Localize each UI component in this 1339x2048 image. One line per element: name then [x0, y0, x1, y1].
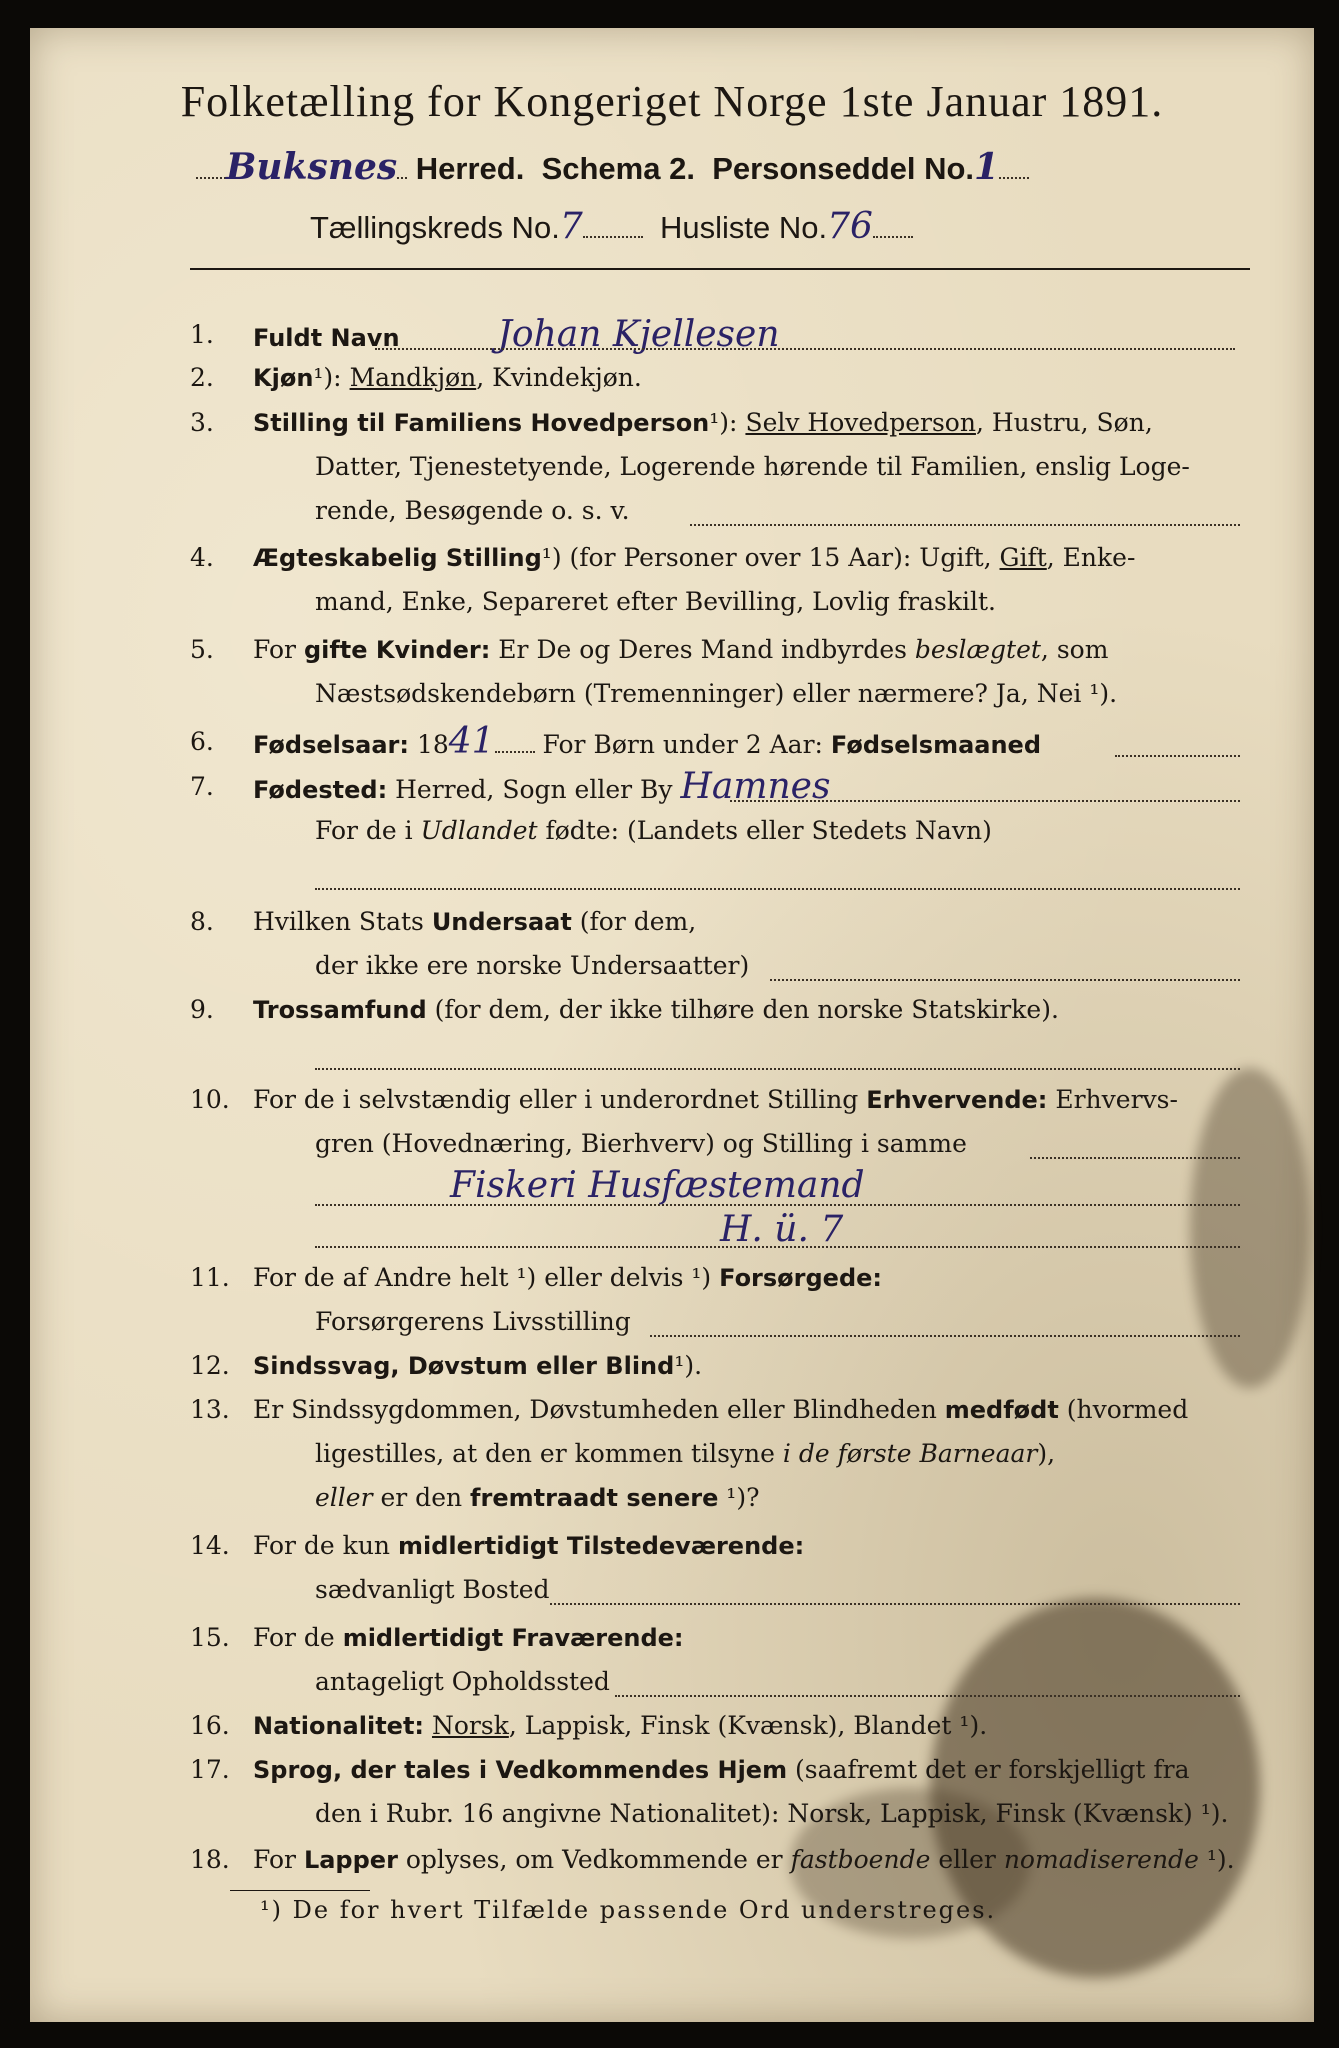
text: Er De og Deres Mand indbyrdes: [490, 635, 915, 664]
text: , som: [1040, 635, 1109, 664]
kreds-label: Tællingskreds No.: [310, 210, 560, 245]
personseddel-handwritten: 1: [974, 146, 1000, 188]
herred-handwritten: Buksnes: [226, 146, 398, 188]
item-number: 18.: [190, 1845, 230, 1874]
item-number: 3.: [190, 408, 214, 437]
census-form-sheet: [30, 28, 1314, 2022]
text: For de i selvstændig eller i underordnet Stilling: [253, 1085, 867, 1114]
kreds-line: [310, 206, 913, 247]
text-italic: nomadiserende: [1003, 1845, 1199, 1874]
option-married-underlined: Gift: [999, 543, 1047, 572]
text-italic: fastboende: [790, 1845, 931, 1874]
footnote-rule: [230, 1890, 370, 1891]
label-later-onset: fremtraadt senere: [470, 1484, 719, 1512]
options-text: , Hustru, Søn,: [975, 408, 1153, 437]
dotted-fill: [550, 1603, 1240, 1605]
label-disability: Sindssvag, Døvstum eller Blind: [253, 1352, 675, 1380]
label-sami: Lapper: [303, 1846, 398, 1874]
item-number: 7.: [190, 772, 214, 801]
item-number: 9.: [190, 995, 214, 1024]
handwritten-note: H. ü. 7: [720, 1209, 844, 1250]
text: gren (Hovednæring, Bierhverv) og Stilling i samme: [315, 1129, 967, 1158]
text: Næstsødskendebørn (Tremenninger) eller nærmere? Ja, Nei ¹).: [315, 679, 1118, 708]
label-marital-status: Ægteskabelig Stilling: [253, 544, 542, 572]
text: For de: [253, 1623, 343, 1652]
dotted-fill: [650, 1335, 1240, 1337]
footnote-mark: ¹):: [313, 363, 342, 392]
label-married-women: gifte Kvinder:: [303, 636, 491, 664]
label-sex: Kjøn: [253, 364, 314, 392]
text: (for dem, der ikke tilhøre den norske Statskirke).: [426, 995, 1059, 1024]
text: ¹).: [1198, 1845, 1235, 1874]
handwritten-birthplace: Hamnes: [680, 766, 831, 807]
item-number: 2.: [190, 363, 214, 392]
footnote-mark: ¹):: [709, 408, 746, 437]
dotted-fill: [315, 1068, 1240, 1070]
options-text: mand, Enke, Separeret efter Bevilling, Lovlig fraskilt.: [315, 587, 996, 616]
text-italic: beslægtet: [914, 635, 1041, 664]
label-nationality: Nationalitet:: [253, 1712, 425, 1740]
text: Forsørgerens Livsstilling: [315, 1307, 631, 1336]
text: For de kun: [253, 1531, 398, 1560]
item-number: 17.: [190, 1755, 230, 1784]
options-text: ¹) (for Personer over 15 Aar): Ugift,: [541, 543, 1000, 572]
dotted-fill: [375, 348, 1235, 350]
options-text: , Enke-: [1046, 543, 1136, 572]
text: Erhvervs-: [1047, 1085, 1178, 1114]
dotted-fill: [315, 1204, 1240, 1206]
dotted-fill: [315, 888, 1240, 890]
label-full-name: Fuldt Navn: [253, 324, 400, 352]
label-birthplace: Fødested:: [253, 776, 388, 804]
text: (saafremt det er forskjelligt fra: [787, 1755, 1190, 1784]
text: er den: [372, 1483, 471, 1512]
option-norwegian-underlined: Norsk: [431, 1711, 509, 1740]
text: 18: [409, 730, 449, 759]
label-citizenship: Undersaat: [431, 908, 572, 936]
label-language: Sprog, der tales i Vedkommendes Hjem: [253, 1756, 788, 1784]
text: oplyses, om Vedkommende er: [397, 1845, 791, 1874]
text-italic: i de første Barneaar: [782, 1439, 1038, 1468]
item-number: 1.: [190, 320, 214, 349]
item-number: 16.: [190, 1711, 230, 1740]
item-number: 10.: [190, 1085, 230, 1114]
text: antageligt Opholdssted: [315, 1667, 610, 1696]
herred-label: Herred.: [415, 151, 525, 186]
kreds-handwritten: 7: [559, 206, 583, 247]
dotted-fill: [730, 800, 1240, 802]
personseddel-label: Personseddel No.: [712, 151, 975, 186]
option-head-underlined: Selv Hovedperson: [745, 408, 976, 437]
item-number: 11.: [190, 1263, 230, 1292]
text: Er Sindssygdommen, Døvstumheden eller Blindheden: [253, 1395, 945, 1424]
text: der ikke ere norske Undersaatter): [315, 951, 750, 980]
form-title: Folketælling for Kongeriget Norge 1ste Januar 1891.: [180, 77, 1164, 126]
husliste-handwritten: 76: [827, 206, 873, 247]
text: For de af Andre helt ¹) eller delvis ¹): [253, 1263, 720, 1292]
label-supported: Forsørgede:: [719, 1264, 883, 1292]
husliste-label: Husliste No.: [659, 210, 828, 245]
text: Hvilken Stats: [253, 907, 432, 936]
item-number: 6.: [190, 727, 214, 756]
dotted-fill: [770, 979, 1240, 981]
handwritten-name: Johan Kjellesen: [497, 314, 780, 355]
handwritten-occupation: Fiskeri Husfæstemand: [450, 1165, 865, 1206]
text: [424, 1711, 432, 1740]
item-number: 4.: [190, 543, 214, 572]
schema-label: Schema 2.: [541, 151, 695, 186]
item-number: 14.: [190, 1531, 230, 1560]
text: For: [253, 635, 304, 664]
text: Herred, Sogn eller By: [387, 775, 681, 804]
label-family-position: Stilling til Familiens Hovedperson: [253, 409, 710, 437]
text: For de i: [315, 816, 421, 845]
text-italic: eller: [315, 1483, 373, 1512]
option-female: , Kvindekjøn.: [476, 363, 642, 392]
label-birth-year: Fødselsaar:: [253, 731, 409, 759]
item-number: 15.: [190, 1623, 230, 1652]
dotted-fill: [615, 1695, 1240, 1697]
dotted-fill: [1030, 1157, 1240, 1159]
item-number: 13.: [190, 1395, 230, 1424]
footnote: ¹) De for hvert Tilfælde passende Ord understreges.: [260, 1896, 997, 1924]
options-text: rende, Besøgende o. s. v.: [315, 496, 630, 525]
herred-line: [196, 146, 1029, 188]
label-religion: Trossamfund: [253, 996, 427, 1024]
text: For: [253, 1845, 304, 1874]
text: den i Rubr. 16 angivne Nationalitet): Norsk, Lappisk, Finsk (Kvænsk) ¹).: [315, 1799, 1229, 1828]
dotted-fill: [690, 524, 1240, 526]
options-text: Datter, Tjenestetyende, Logerende hørende til Familien, enslig Loge-: [315, 452, 1190, 481]
text: For Børn under 2 Aar:: [534, 730, 831, 759]
text: ¹)?: [718, 1483, 760, 1512]
label-temporary-present: midlertidigt Tilstedeværende:: [397, 1532, 805, 1560]
text: sædvanligt Bosted: [315, 1575, 550, 1604]
item-number: 8.: [190, 907, 214, 936]
dotted-fill: [315, 1246, 1240, 1248]
text: ),: [1037, 1439, 1056, 1468]
item-number: 12.: [190, 1351, 230, 1380]
dotted-fill: [1115, 755, 1240, 757]
label-birth-month: Fødselsmaaned: [830, 731, 1042, 759]
header-rule: [190, 268, 1250, 270]
label-congenital: medfødt: [944, 1396, 1059, 1424]
text-italic: Udlandet: [420, 816, 538, 845]
text: ligestilles, at den er kommen tilsyne: [315, 1439, 783, 1468]
option-male-underlined: Mandkjøn: [349, 363, 477, 392]
handwritten-birth-year: 41: [448, 721, 495, 762]
label-occupation: Erhvervende:: [866, 1086, 1048, 1114]
footnote-mark: ¹).: [674, 1351, 703, 1380]
options-text: , Lappisk, Finsk (Kvænsk), Blandet ¹).: [508, 1711, 988, 1740]
text: (for dem,: [571, 907, 697, 936]
text: eller: [930, 1845, 1004, 1874]
text: (hvormed: [1058, 1395, 1189, 1424]
item-number: 5.: [190, 635, 214, 664]
label-temporary-absent: midlertidigt Fraværende:: [342, 1624, 684, 1652]
text: fødte: (Landets eller Stedets Navn): [537, 816, 992, 845]
